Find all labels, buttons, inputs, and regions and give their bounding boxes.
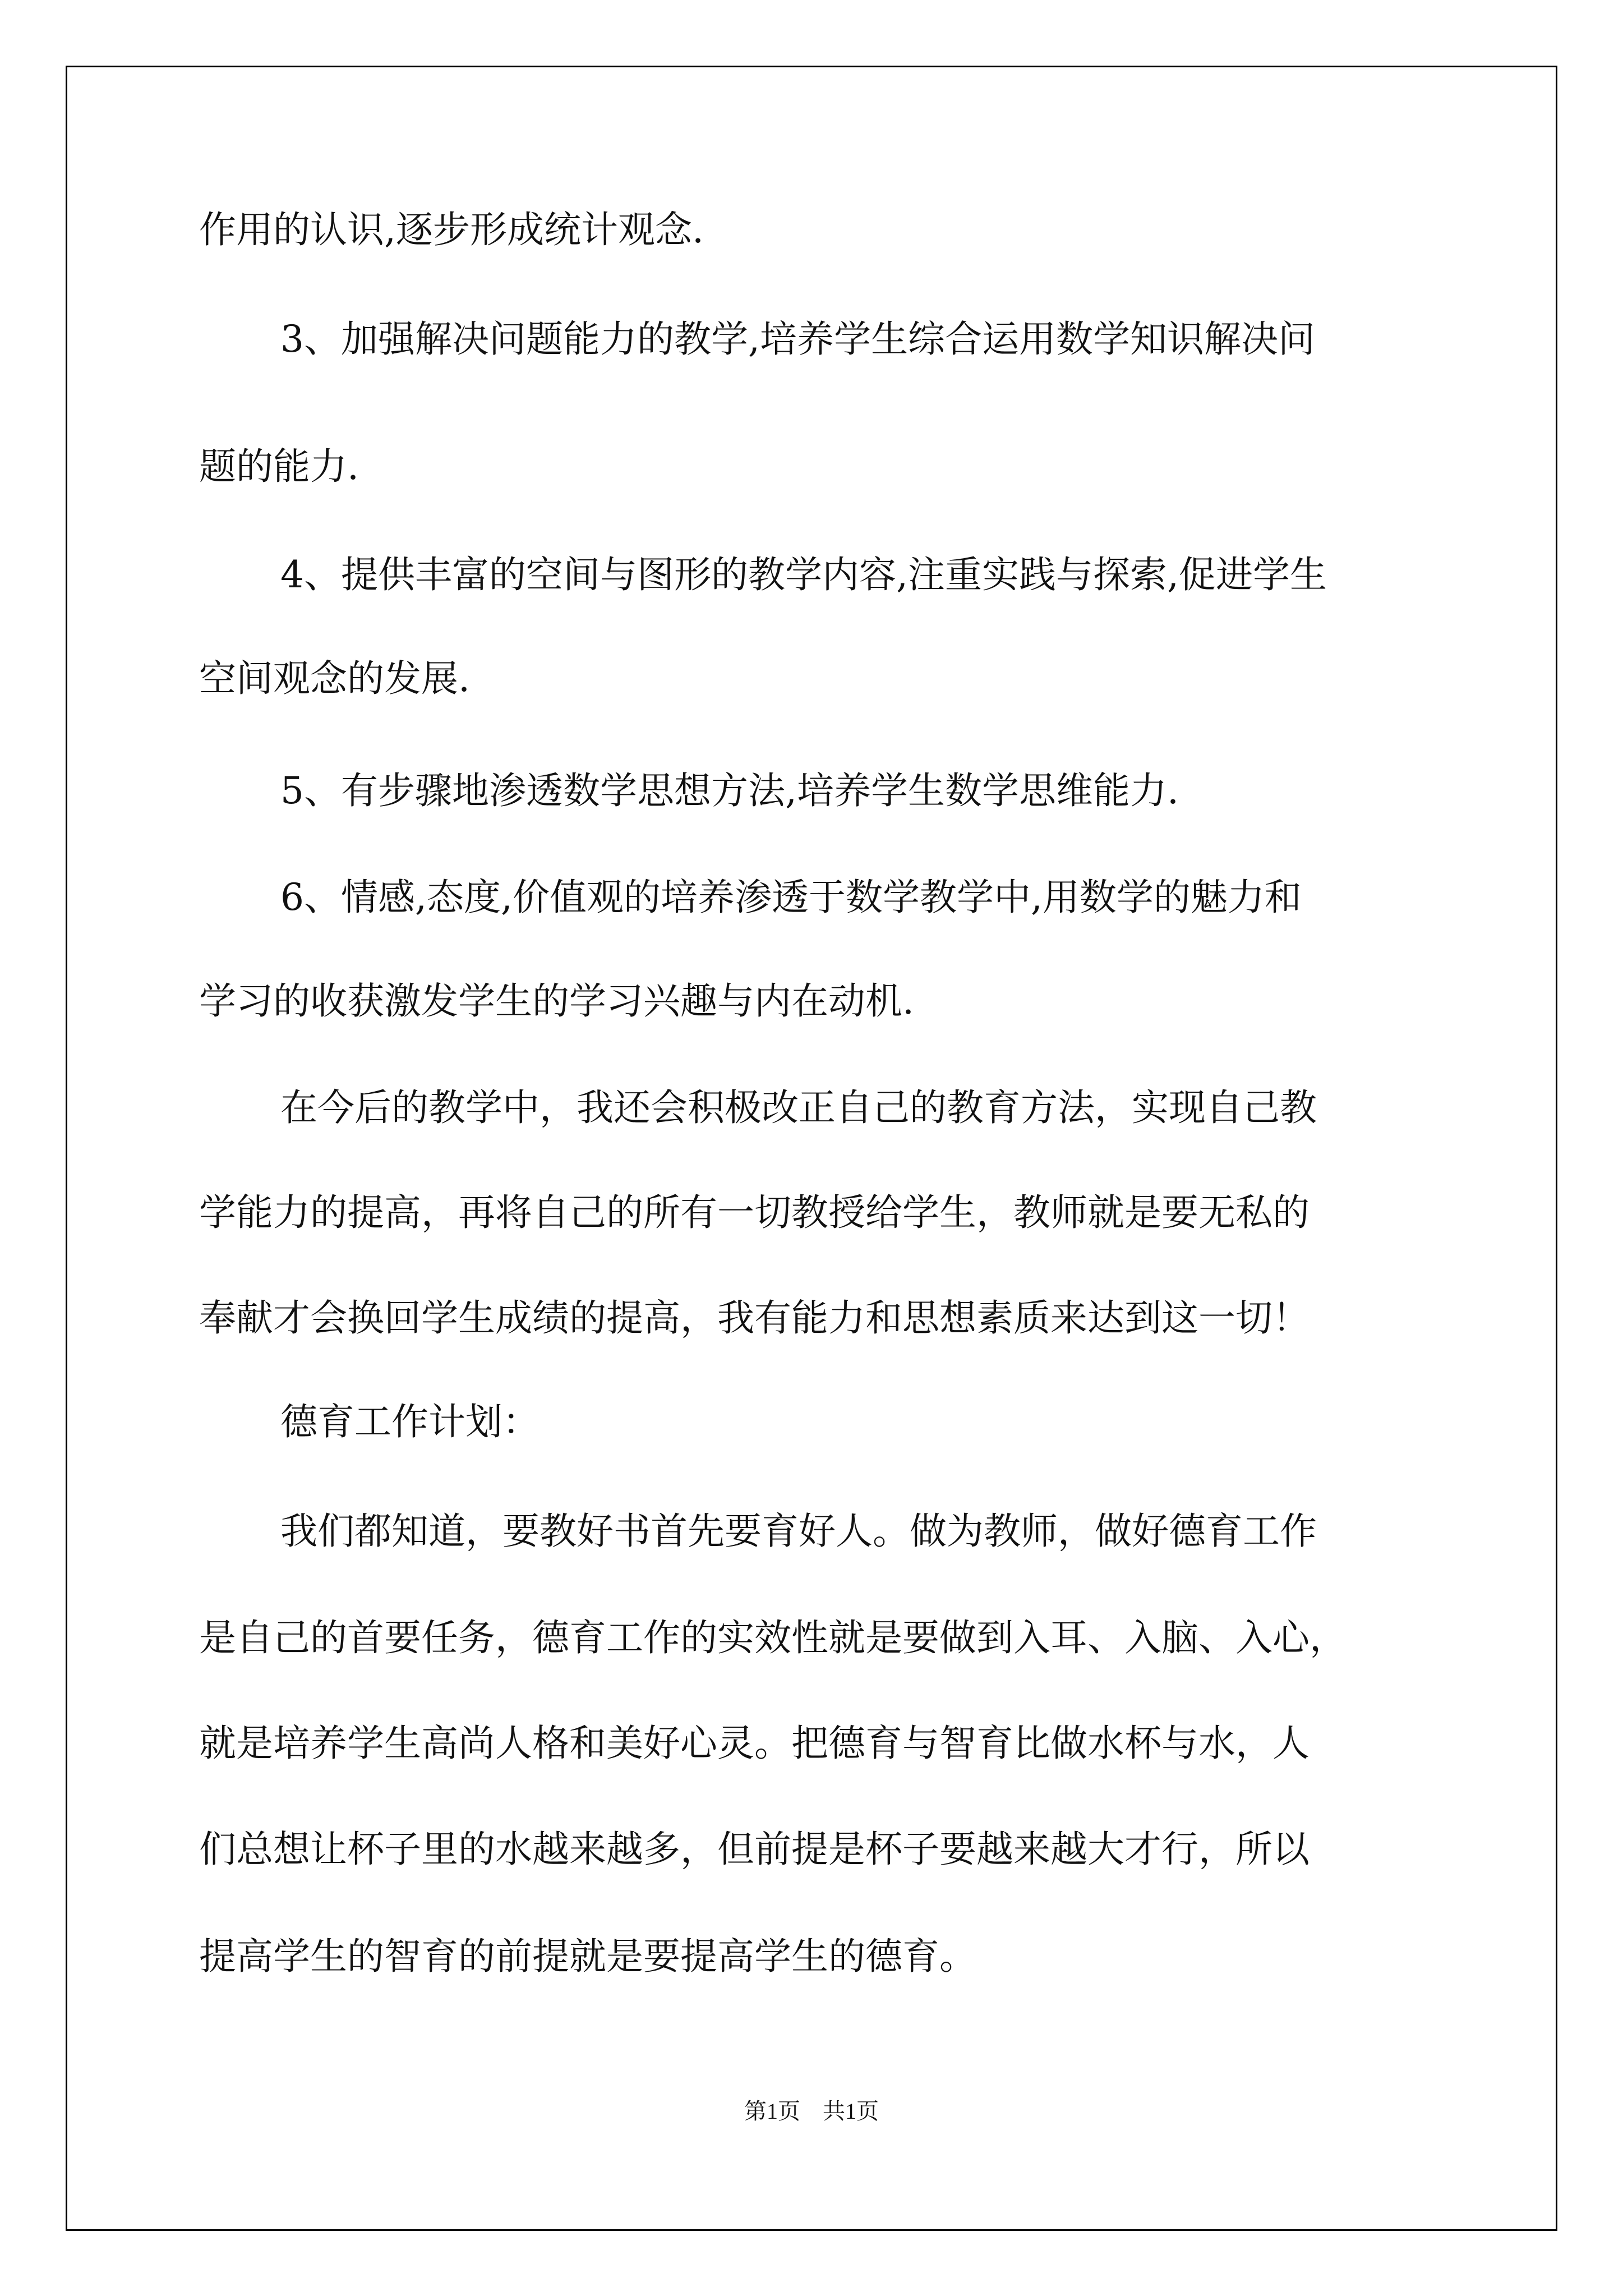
text-line: 奉献才会换回学生成绩的提高，我有能力和思想素质来达到这一切！ <box>199 1296 1310 1340</box>
text-line: 是自己的首要任务，德育工作的实效性就是要做到入耳、入脑、入心， <box>199 1616 1347 1659</box>
text-line: 3、加强解决问题能力的教学,培养学生综合运用数学知识解决问 <box>280 318 1315 361</box>
text-line: 就是培养学生高尚人格和美好心灵。把德育与智育比做水杯与水，人 <box>199 1722 1310 1765</box>
text-line: 学习的收获激发学生的学习兴趣与内在动机. <box>199 979 914 1023</box>
text-line: 在今后的教学中，我还会积极改正自己的教育方法，实现自己教 <box>280 1086 1317 1129</box>
text-line: 6、情感,态度,价值观的培养渗透于数学教学中,用数学的魅力和 <box>280 876 1302 919</box>
text-line: 我们都知道，要教好书首先要育好人。做为教师，做好德育工作 <box>280 1510 1317 1553</box>
text-line: 提高学生的智育的前提就是要提高学生的德育。 <box>199 1935 976 1978</box>
text-line: 学能力的提高，再将自己的所有一切教授给学生，教师就是要无私的 <box>199 1191 1310 1234</box>
page-border <box>66 66 1557 2231</box>
section-heading: 德育工作计划： <box>280 1400 540 1443</box>
text-line: 5、有步骤地渗透数学思想方法,培养学生数学思维能力. <box>280 769 1179 812</box>
text-line: 题的能力. <box>199 445 359 488</box>
text-line: 们总想让杯子里的水越来越多，但前提是杯子要越来越大才行，所以 <box>199 1828 1310 1871</box>
text-line: 作用的认识,逐步形成统计观念. <box>199 208 704 251</box>
text-line: 4、提供丰富的空间与图形的教学内容,注重实践与探索,促进学生 <box>280 553 1327 596</box>
text-line: 空间观念的发展. <box>199 657 470 700</box>
page-number-footer: 第1页 共1页 <box>744 2099 879 2124</box>
